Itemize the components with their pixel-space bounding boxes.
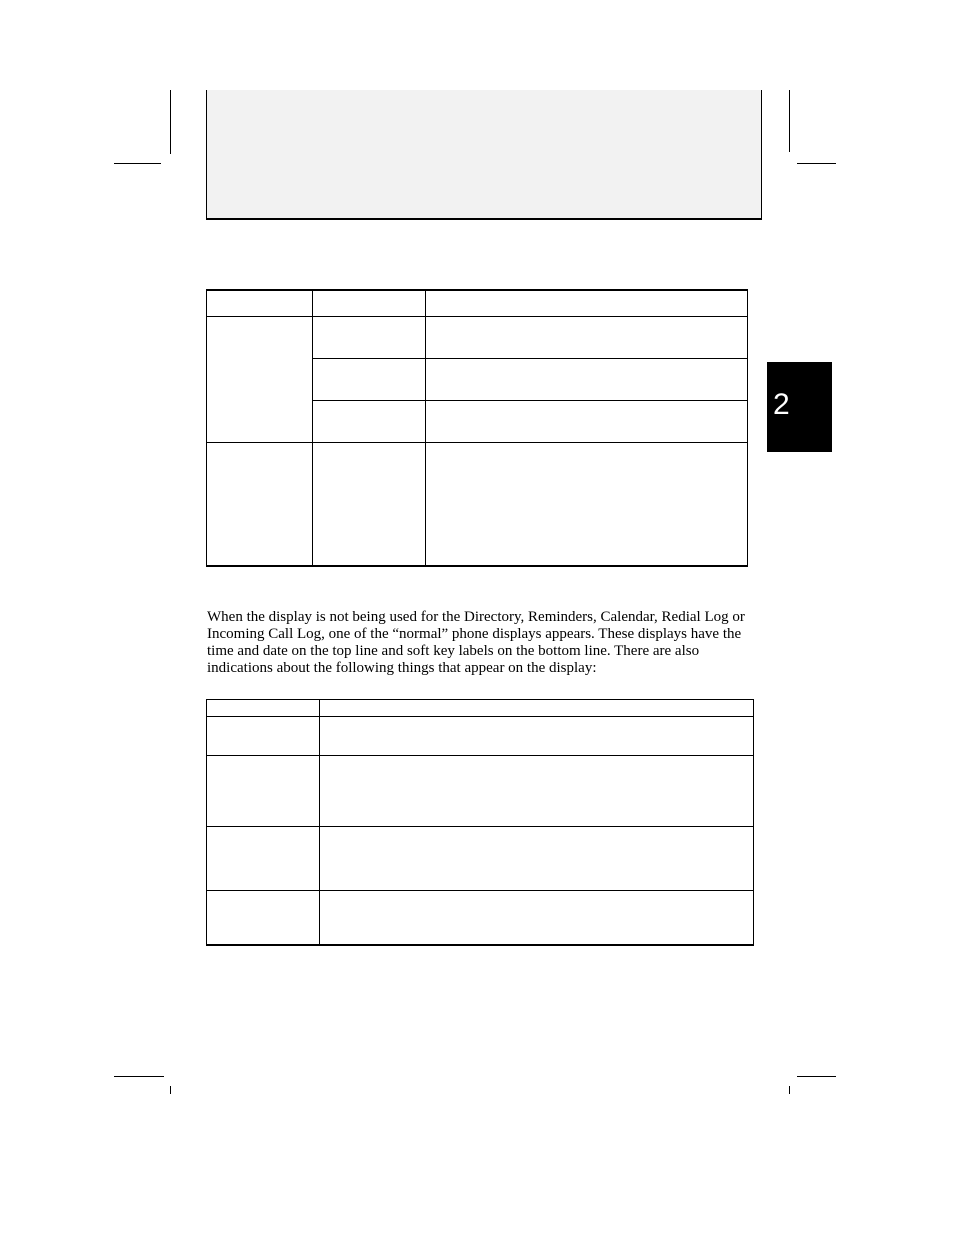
table1-cell <box>312 316 425 358</box>
table1-cell <box>312 358 425 400</box>
intro-paragraph: When the display is not being used for the Directory, Reminders, Calendar, Redial Log or Incoming Call Log, one of the “normal” phone displays appears. These displays have the time and date on the top line and soft key labels on the bottom line. There are also indications about the following things that appear on the display: <box>207 609 745 676</box>
chapter-header-box <box>206 90 762 220</box>
table1-cell <box>312 442 425 566</box>
crop-mark-bottom-left-vertical <box>170 1086 171 1094</box>
table2-cell <box>207 756 320 827</box>
table2-header-cell-2 <box>319 700 753 717</box>
crop-mark-top-right-horizontal <box>797 163 836 164</box>
display-table-2 <box>206 699 754 946</box>
table2-cell <box>319 717 753 756</box>
crop-mark-bottom-right-horizontal <box>797 1076 836 1077</box>
table2-cell <box>319 891 753 945</box>
display-table-1 <box>206 289 748 567</box>
table1-header-cell-2 <box>312 290 425 316</box>
table2-header-cell-1 <box>207 700 320 717</box>
table1-group-cell-2 <box>207 442 313 566</box>
table2-cell <box>319 756 753 827</box>
table1-cell <box>425 316 747 358</box>
crop-mark-top-left-vertical <box>170 90 171 154</box>
crop-mark-bottom-right-vertical <box>789 1086 790 1094</box>
table1-cell <box>425 358 747 400</box>
crop-mark-top-right-vertical <box>789 90 790 152</box>
table2-cell <box>319 827 753 891</box>
table1-header-cell-3 <box>425 290 747 316</box>
table2-cell <box>207 827 320 891</box>
crop-mark-bottom-left-horizontal <box>114 1076 164 1077</box>
table2-cell <box>207 717 320 756</box>
table1-cell <box>425 442 747 566</box>
table1-cell <box>312 400 425 442</box>
table1-group-cell-1 <box>207 316 313 442</box>
table1-cell <box>425 400 747 442</box>
table1-header-cell-1 <box>207 290 313 316</box>
chapter-tab <box>767 362 832 452</box>
table2-cell <box>207 891 320 945</box>
chapter-number: 2 <box>773 388 790 421</box>
crop-mark-top-left-horizontal <box>114 163 161 164</box>
